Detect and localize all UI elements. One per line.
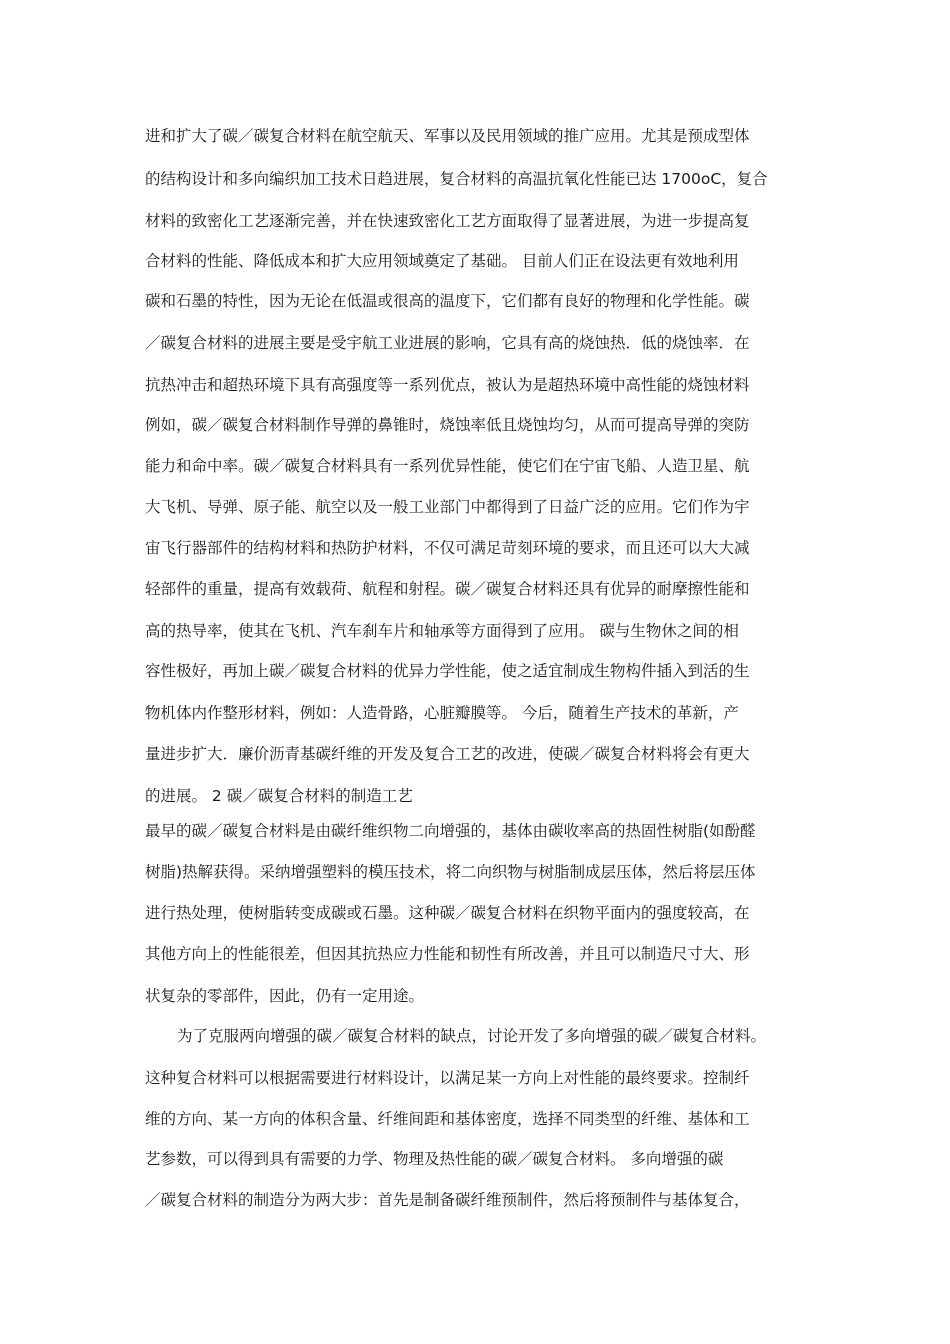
text-line: 能力和命中率。碳／碳复合材料具有一系列优异性能，使它们在宁宙飞船、人造卫星、航 bbox=[145, 457, 750, 475]
text-line: 碳和石墨的特性，因为无论在低温或很高的温度下，它们都有良好的物理和化学性能。碳 bbox=[145, 292, 750, 310]
text-line: 容性极好，再加上碳／碳复合材料的优异力学性能，使之适宜制成生物构件插入到活的生 bbox=[145, 662, 750, 680]
text-line: 材料的致密化工艺逐渐完善，并在快速致密化工艺方面取得了显著进展，为进一步提高复 bbox=[145, 212, 750, 230]
text-line: 艺参数，可以得到具有需要的力学、物理及热性能的碳／碳复合材料。 多向增强的碳 bbox=[145, 1150, 724, 1168]
text-line: 大飞机、导弹、原子能、航空以及一般工业部门中都得到了日益广泛的应用。它们作为宇 bbox=[145, 498, 750, 516]
text-line: 进行热处理，使树脂转变成碳或石墨。这种碳／碳复合材料在织物平面内的强度较高，在 bbox=[145, 904, 750, 922]
text-line: 量进步扩大．廉价沥青基碳纤维的开发及复合工艺的改进，使碳／碳复合材料将会有更大 bbox=[145, 745, 750, 763]
text-line: ／碳复合材料的制造分为两大步：首先是制备碳纤维预制件，然后将预制件与基体复合， bbox=[145, 1191, 750, 1209]
text-line: 例如，碳／碳复合材料制作导弹的鼻锥时，烧蚀率低且烧蚀均匀，从而可提高导弹的突防 bbox=[145, 416, 750, 434]
text-line: 宙飞行器部件的结构材料和热防护材料，不仅可满足苛刻环境的要求，而且还可以大大减 bbox=[145, 539, 750, 557]
text-line: 树脂)热解获得。采纳增强塑料的模压技术，将二向织物与树脂制成层压体，然后将层压体 bbox=[145, 863, 756, 881]
paragraph-first-line: 为了克服两向增强的碳／碳复合材料的缺点，讨论开发了多向增强的碳／碳复合材料。 bbox=[177, 1027, 767, 1045]
text-line: ／碳复合材料的进展主要是受宇航工业进展的影响，它具有高的烧蚀热．低的烧蚀率．在 bbox=[145, 334, 750, 352]
text-line: 维的方向、某一方向的体积含量、纤维间距和基体密度，选择不同类型的纤维、基体和工 bbox=[145, 1110, 750, 1128]
text-line: 最早的碳／碳复合材料是由碳纤维织物二向增强的，基体由碳收率高的热固性树脂(如酚醛 bbox=[145, 822, 756, 840]
text-line: 轻部件的重量，提高有效载荷、航程和射程。碳／碳复合材料还具有优异的耐摩擦性能和 bbox=[145, 580, 750, 598]
text-line: 这种复合材料可以根据需要进行材料设计，以满足某一方向上对性能的最终要求。控制纤 bbox=[145, 1069, 750, 1087]
text-line: 其他方向上的性能很差，但因其抗热应力性能和韧性有所改善，并且可以制造尺寸大、形 bbox=[145, 945, 750, 963]
text-line: 进和扩大了碳／碳复合材料在航空航天、军事以及民用领域的推广应用。尤其是预成型体 bbox=[145, 127, 750, 145]
text-line: 的结构设计和多向编织加工技术日趋进展，复合材料的高温抗氧化性能已达 1700oC，复合 bbox=[145, 170, 768, 188]
section-heading-line: 的进展。 2 碳／碳复合材料的制造工艺 bbox=[145, 787, 413, 805]
text-line: 合材料的性能、降低成本和扩大应用领域奠定了基础。 目前人们正在设法更有效地利用 bbox=[145, 252, 739, 270]
text-line: 抗热冲击和超热环境下具有高强度等一系列优点，被认为是超热环境中高性能的烧蚀材料 bbox=[145, 376, 750, 394]
text-line: 高的热导率，使其在飞机、汽车刹车片和轴承等方面得到了应用。 碳与生物休之间的相 bbox=[145, 622, 739, 640]
text-line: 状复杂的零部件，因此，仍有一定用途。 bbox=[145, 987, 425, 1005]
text-line: 物机体内作整形材料，例如：人造骨路，心脏瓣膜等。 今后，随着生产技术的革新，产 bbox=[145, 704, 739, 722]
